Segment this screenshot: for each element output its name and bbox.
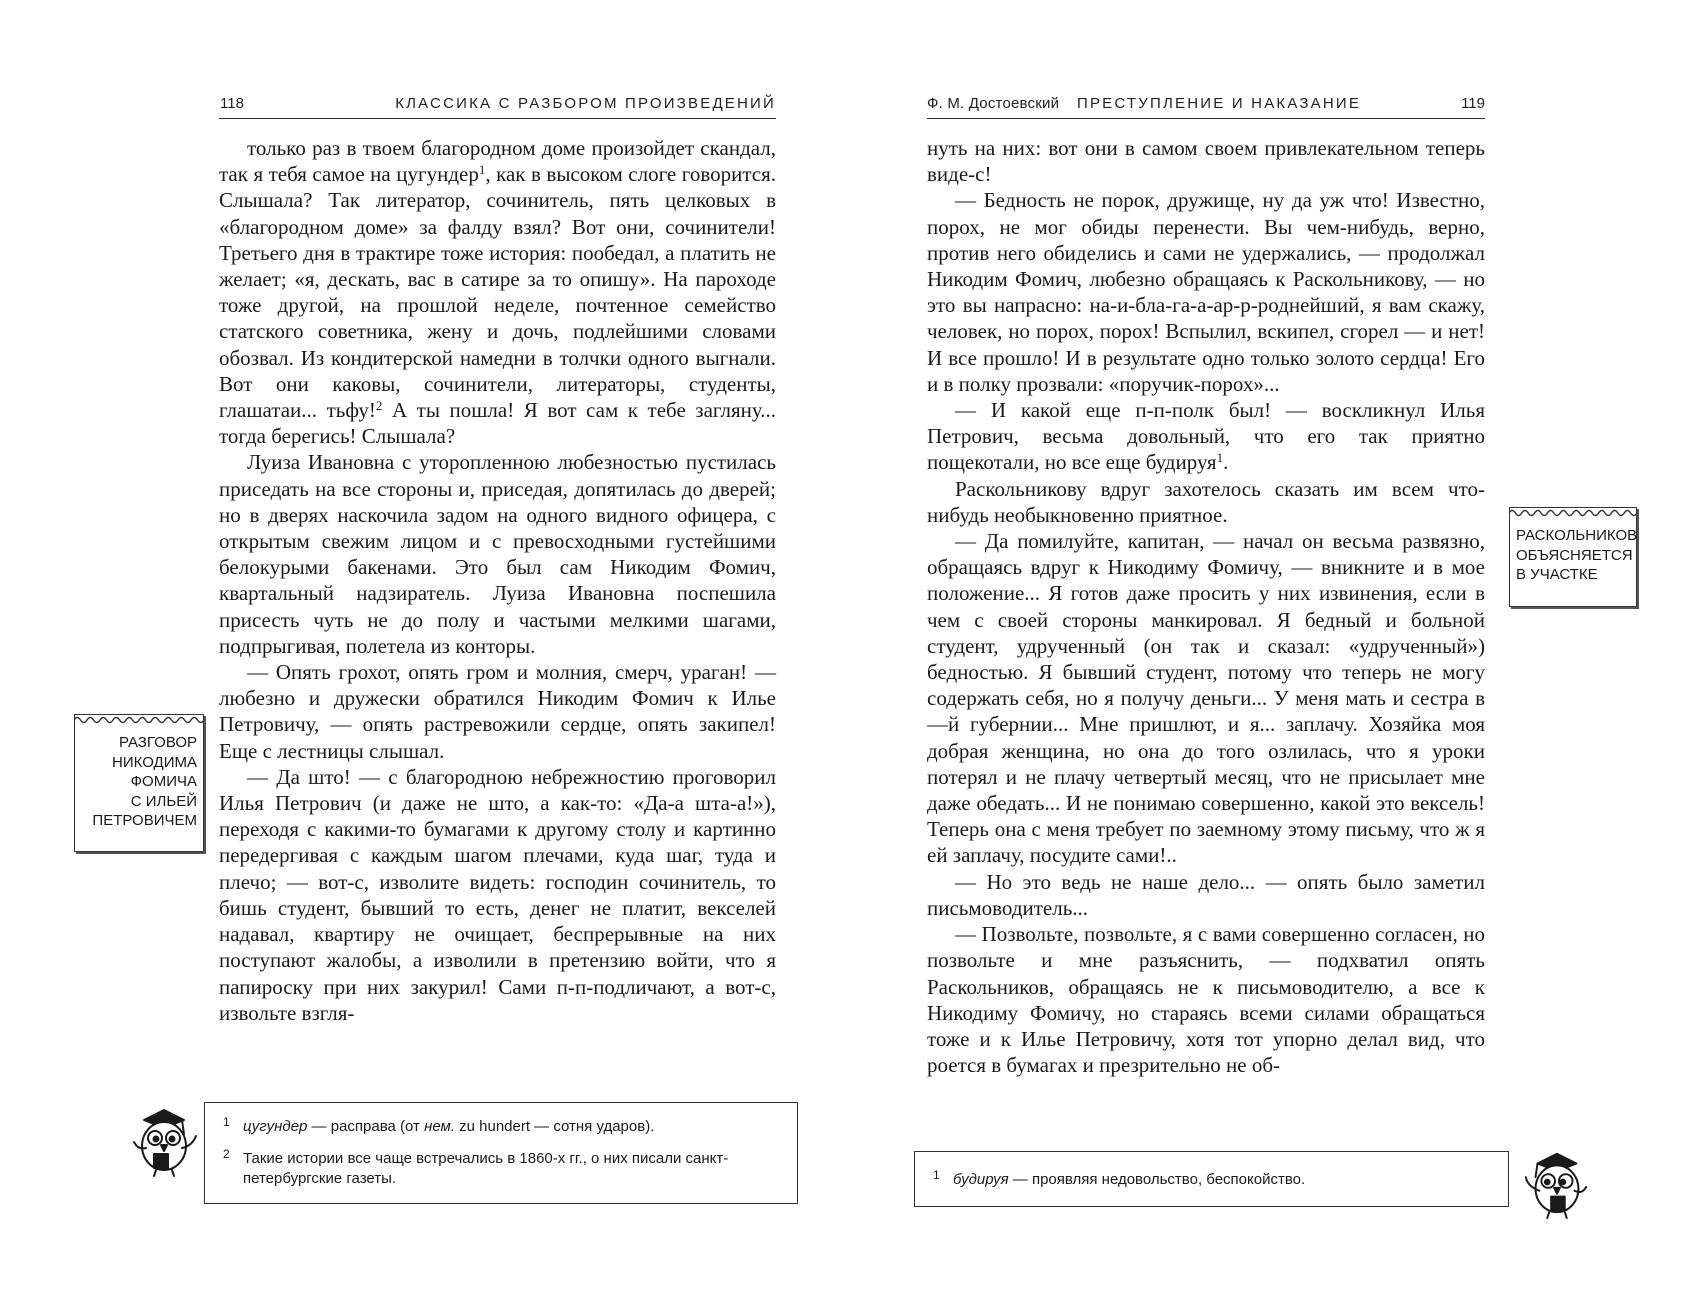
scallop-edge-icon bbox=[1509, 508, 1637, 518]
margin-note-text bbox=[1510, 526, 1636, 585]
paragraph bbox=[927, 397, 1485, 476]
paragraph bbox=[927, 187, 1485, 397]
margin-note-line: ПЕТРОВИЧЕМ bbox=[92, 812, 197, 829]
paragraph-text: — Бедность не порок, дружище, ну да уж что! Известно, порох, не мог обиды перенести. Вы чем-нибудь, верно, против него обиделись и сами не удержались, — продолжал Никодим Фомич, любезно обращаясь к Раскольникову, — но это вы напрасно: на-и-бла-га-а-ар-р-роднейший, я вам скажу, человек, но порох, порох! Вспылил, вскипел, сгорел — и нет! И все прошло! И в результате одно только золото сердца! Его и в полку прозвали: «поручик-порох»... bbox=[927, 188, 1485, 396]
margin-note-line: ФОМИЧА bbox=[130, 773, 197, 790]
paragraph bbox=[927, 869, 1485, 921]
margin-note-line: В УЧАСТКЕ bbox=[1516, 566, 1598, 583]
right-body-text bbox=[927, 135, 1485, 1078]
paragraph-text: Раскольникову вдруг захотелось сказать им всем что-нибудь необыкновенно приятное. bbox=[927, 476, 1485, 527]
margin-note-line: РАЗГОВОР bbox=[118, 734, 197, 751]
footnote-ref: 1 bbox=[478, 162, 486, 178]
left-body-text bbox=[219, 135, 776, 1026]
paragraph-text: — Опять грохот, опять гром и молния, смерч, ураган! — любезно и дружески обратился Никодим Фомич к Илье Петровичу, — опять растревожили сердце, опять закипел! Еще с лестницы слышал. bbox=[219, 660, 776, 763]
margin-note-line: НИКОДИМА bbox=[112, 753, 197, 771]
running-head-right bbox=[927, 92, 1485, 119]
paragraph bbox=[927, 476, 1485, 528]
paragraph bbox=[219, 659, 776, 764]
paragraph-text: А ты пошла! Я вот сам к тебе загляну... тогда берегись! Слышала? bbox=[219, 398, 776, 449]
margin-note-line: С ИЛЬЕЙ bbox=[130, 792, 197, 810]
paragraph-text: — Позвольте, позвольте, я с вами совершенно согласен, но позвольте и мне разъяснить, — подхватил опять Раскольников, обращаясь не к письмоводителю, а все к Никодиму Фомичу, но стараясь всеми силами обращаться тоже и к Илье Петровичу, хотя тот упорно делал вид, что роется в бумагах и презрительно не об- bbox=[927, 922, 1485, 1078]
scallop-edge-icon bbox=[74, 715, 204, 725]
margin-note-line: РАСКОЛЬНИКОВ bbox=[1516, 527, 1638, 544]
paragraph bbox=[219, 764, 776, 1026]
footnote-1-right: 1 будируя — проявляя недовольство, беспокойство. bbox=[933, 1168, 1306, 1188]
running-title-right: ПРЕСТУПЛЕНИЕ И НАКАЗАНИЕ bbox=[1077, 95, 1362, 112]
margin-note-line: ОБЪЯСНЯЕТСЯ bbox=[1516, 546, 1633, 564]
margin-note-text bbox=[75, 733, 203, 831]
page-number-right: 119 bbox=[1461, 95, 1485, 112]
footnote-1-left: 1 цугундер — расправа (от нем. zu hundert — сотня ударов). bbox=[223, 1115, 655, 1135]
paragraph bbox=[219, 449, 776, 659]
footnotes-left bbox=[204, 1102, 798, 1204]
right-page bbox=[844, 0, 1688, 1311]
footnote-ref: 1 bbox=[1216, 450, 1224, 466]
footnote-2-left: 2 Такие истории все чаще встречались в 1860-х гг., о них писали санкт-петербургские газеты. bbox=[223, 1147, 729, 1187]
paragraph-text: — Но это ведь не наше дело... — опять было заметил письмоводитель... bbox=[927, 869, 1485, 920]
footnotes-right bbox=[914, 1151, 1509, 1207]
paragraph bbox=[219, 135, 776, 449]
running-author-right: Ф. М. Достоевский bbox=[927, 95, 1060, 112]
paragraph-text: , как в высоком слоге говорится. Слышала? Так литератор, сочинитель, пять целковых в «благородном доме» за фалду взял? Вот они, сочинители! Третьего дня в трактире тоже история: пообедал, а платить не желает; «я, дескать, вас в сатире за то опишу». На пароходе тоже другой, на прошлой неделе, почтенное семейство статского советника, жену и дочь, подлейшими словами обозвал. Из кондитерской намедни в толчки одного выгнали. Вот они каковы, сочинители, литераторы, студенты, глашатаи... тьфу! bbox=[219, 162, 776, 423]
owl-professor-icon bbox=[124, 1098, 202, 1178]
footnote-ref: 2 bbox=[375, 398, 383, 414]
paragraph-text: нуть на них: вот они в самом своем привлекательном теперь виде-с! bbox=[927, 136, 1485, 187]
paragraph-text: . bbox=[1223, 450, 1229, 475]
paragraph bbox=[927, 135, 1485, 187]
margin-note-raskolnikov-explains bbox=[1509, 507, 1637, 607]
owl-professor-icon bbox=[1518, 1142, 1594, 1220]
paragraph-text: Луиза Ивановна с уторопленною любезностью пустилась приседать на все стороны и, приседая, допятилась до дверей; но в дверях наскочила задом на одного видного офицера, с открытым свежим лицом и с превосходными густейшими белокурыми бакенами. Это был сам Никодим Фомич, квартальный надзиратель. Луиза Ивановна поспешила присесть чуть не до полу и частыми мелкими шагами, подпрыгивая, полетела из конторы. bbox=[219, 450, 776, 658]
margin-note-nikodim-conversation bbox=[74, 714, 204, 852]
paragraph-text: — И какой еще п-п-полк был! — воскликнул Илья Петрович, весьма довольный, что его так приятно пощекотали, но все еще будируя bbox=[927, 398, 1485, 475]
paragraph bbox=[927, 921, 1485, 1078]
paragraph-text: — Да помилуйте, капитан, — начал он весьма развязно, обращаясь вдруг к Никодиму Фомичу, — вникните и в мое положение... Я готов даже просить у них извинения, если в чем с своей стороны манкировал. Я бедный и больной студент, удрученный (он так и сказал: «удрученный») бедностью. Я бывший студент, потому что теперь не могу содержать себя, но я получу деньги... У меня мать и сестра в —й губернии... Мне пришлют, и я... заплачу. Хозяйка моя добрая женщина, но она до того озлилась, что я уроки потерял и не плачу четвертый месяц, что не присылает мне даже обедать... И не понимаю совершенно, какой это вексель! Теперь она с меня требует по заемному этому письму, что ж я ей заплачу, посудите сами!.. bbox=[927, 529, 1485, 868]
running-title-left: КЛАССИКА С РАЗБОРОМ ПРОИЗВЕДЕНИЙ bbox=[395, 95, 776, 112]
paragraph-text: — Да што! — с благородною небрежностию проговорил Илья Петрович (и даже не што, а как-то: «Да-а шта-а!»), переходя с какими-то бумагами к другому столу и картинно передергивая с каждым шагом плечами, куда шаг, туда и плечо; — вот-с, изволите видеть: господин сочинитель, то бишь студент, бывший то есть, денег не платит, векселей надавал, квартиру не очищает, беспрерывные на них поступают жалобы, а изволили в претензию войти, что я папироску при них закурил! Сами п-п-подличают, а вот-с, извольте взгля- bbox=[219, 764, 776, 1025]
paragraph-text: только раз в твоем благородном доме произойдет скандал, так я тебя самое на цугундер bbox=[219, 136, 776, 187]
paragraph bbox=[927, 528, 1485, 869]
running-head-left bbox=[219, 92, 776, 119]
page-number-left: 118 bbox=[220, 95, 244, 112]
